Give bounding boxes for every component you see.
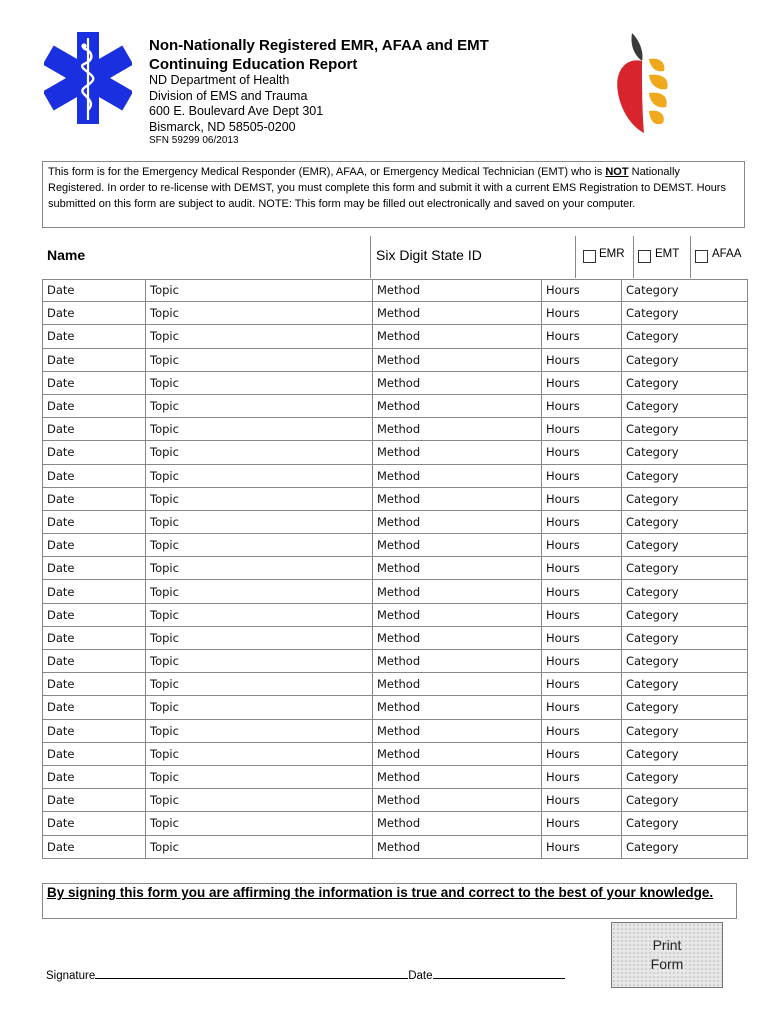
category-cell[interactable]: Category [622,464,748,487]
print-form-button[interactable]: Print Form [611,922,723,988]
category-cell[interactable]: Category [622,348,748,371]
signature-label: Signature [46,970,96,982]
signature-date-field[interactable] [433,966,565,979]
hours-cell[interactable]: Hours [542,441,622,464]
topic-cell[interactable]: Topic [146,835,373,858]
date-cell[interactable]: Date [43,626,146,649]
emt-checkbox[interactable] [638,250,651,263]
method-cell[interactable]: Method [373,789,542,812]
category-cell[interactable]: Category [622,603,748,626]
category-cell[interactable]: Category [622,394,748,417]
topic-cell[interactable]: Topic [146,348,373,371]
method-cell[interactable]: Method [373,719,542,742]
topic-cell[interactable]: Topic [146,626,373,649]
topic-cell[interactable]: Topic [146,742,373,765]
method-cell[interactable]: Method [373,603,542,626]
afaa-label: AFAA [712,248,742,260]
date-cell[interactable]: Date [43,464,146,487]
category-cell[interactable]: Category [622,302,748,325]
signature-field[interactable] [95,966,408,979]
category-cell[interactable]: Category [622,580,748,603]
category-cell[interactable]: Category [622,789,748,812]
topic-cell[interactable]: Topic [146,603,373,626]
method-cell[interactable]: Method [373,279,542,302]
topic-cell[interactable]: Topic [146,371,373,394]
hours-cell[interactable]: Hours [542,580,622,603]
date-cell[interactable]: Date [43,742,146,765]
date-cell[interactable]: Date [43,673,146,696]
category-cell[interactable]: Category [622,510,748,533]
table-row [43,789,748,812]
hours-cell[interactable]: Hours [542,789,622,812]
date-cell[interactable]: Date [43,371,146,394]
method-cell[interactable]: Method [373,580,542,603]
table-row [43,510,748,533]
date-cell[interactable]: Date [43,441,146,464]
star-of-life-logo [44,31,132,125]
date-cell[interactable]: Date [43,580,146,603]
table-row [43,557,748,580]
table-row [43,673,748,696]
method-cell[interactable]: Method [373,418,542,441]
agency-address: ND Department of Health Division of EMS and Trauma 600 E. Boulevard Ave Dept 301 Bismarck, ND 58505-0200 [149,73,324,134]
table-row [43,371,748,394]
category-cell[interactable]: Category [622,418,748,441]
date-cell[interactable]: Date [43,418,146,441]
topic-cell[interactable]: Topic [146,696,373,719]
table-row [43,742,748,765]
hours-cell[interactable]: Hours [542,279,622,302]
table-row [43,580,748,603]
method-cell[interactable]: Method [373,441,542,464]
hours-cell[interactable]: Hours [542,348,622,371]
hours-cell[interactable]: Hours [542,626,622,649]
instructions-box: This form is for the Emergency Medical Responder (EMR), AFAA, or Emergency Medical Technician (EMT) who is NOT Nationally Registered. In order to re-license with DEMST, you must complete this form and submit it with a current EMS Registration to DEMST. Hours submitted on this form are subject to audit. NOTE: This form may be filled out electronically and saved on your computer. [42,161,745,228]
table-row [43,302,748,325]
date-cell[interactable]: Date [43,696,146,719]
date-cell[interactable]: Date [43,650,146,673]
date-cell[interactable]: Date [43,603,146,626]
name-field-label[interactable]: Name [47,247,86,263]
topic-cell[interactable]: Topic [146,302,373,325]
table-row [43,812,748,835]
afaa-checkbox[interactable] [695,250,708,263]
hours-cell[interactable]: Hours [542,765,622,788]
date-cell[interactable]: Date [43,534,146,557]
method-cell[interactable]: Method [373,510,542,533]
hours-cell[interactable]: Hours [542,835,622,858]
topic-cell[interactable]: Topic [146,464,373,487]
hours-cell[interactable]: Hours [542,557,622,580]
table-row [43,835,748,858]
date-cell[interactable]: Date [43,789,146,812]
hours-cell[interactable]: Hours [542,534,622,557]
table-row [43,719,748,742]
category-cell[interactable]: Category [622,650,748,673]
category-cell[interactable]: Category [622,765,748,788]
table-row [43,534,748,557]
date-cell[interactable]: Date [43,279,146,302]
method-cell[interactable]: Method [373,348,542,371]
category-cell[interactable]: Category [622,279,748,302]
hours-cell[interactable]: Hours [542,696,622,719]
table-row [43,696,748,719]
topic-cell[interactable]: Topic [146,580,373,603]
date-cell[interactable]: Date [43,835,146,858]
method-cell[interactable]: Method [373,650,542,673]
hours-cell[interactable]: Hours [542,302,622,325]
hours-cell[interactable]: Hours [542,812,622,835]
hours-cell[interactable]: Hours [542,325,622,348]
topic-cell[interactable]: Topic [146,418,373,441]
not-emphasis: NOT [605,166,629,178]
date-cell[interactable]: Date [43,487,146,510]
topic-cell[interactable]: Topic [146,534,373,557]
topic-cell[interactable]: Topic [146,394,373,417]
method-cell[interactable]: Method [373,302,542,325]
method-cell[interactable]: Method [373,835,542,858]
hours-cell[interactable]: Hours [542,394,622,417]
category-cell[interactable]: Category [622,371,748,394]
table-row [43,418,748,441]
table-row [43,650,748,673]
affirmation-statement: By signing this form you are affirming the information is true and correct to the best of your knowledge. [42,883,737,919]
topic-cell[interactable]: Topic [146,510,373,533]
method-cell[interactable]: Method [373,812,542,835]
hours-cell[interactable]: Hours [542,510,622,533]
category-cell[interactable]: Category [622,487,748,510]
date-label: Date [408,970,433,982]
hours-cell[interactable]: Hours [542,371,622,394]
method-cell[interactable]: Method [373,534,542,557]
method-cell[interactable]: Method [373,487,542,510]
category-cell[interactable]: Category [622,742,748,765]
table-row [43,441,748,464]
emr-label: EMR [599,248,625,260]
method-cell[interactable]: Method [373,557,542,580]
topic-cell[interactable]: Topic [146,487,373,510]
hours-cell[interactable]: Hours [542,418,622,441]
method-cell[interactable]: Method [373,673,542,696]
date-cell[interactable]: Date [43,302,146,325]
table-row [43,325,748,348]
date-cell[interactable]: Date [43,510,146,533]
topic-cell[interactable]: Topic [146,279,373,302]
topic-cell[interactable]: Topic [146,441,373,464]
hours-cell[interactable]: Hours [542,673,622,696]
hours-cell[interactable]: Hours [542,719,622,742]
state-id-field-label[interactable]: Six Digit State ID [376,247,482,263]
date-cell[interactable]: Date [43,348,146,371]
method-cell[interactable]: Method [373,626,542,649]
category-cell[interactable]: Category [622,325,748,348]
method-cell[interactable]: Method [373,371,542,394]
hours-cell[interactable]: Hours [542,650,622,673]
apple-wheat-logo [612,31,676,135]
table-row [43,626,748,649]
topic-cell[interactable]: Topic [146,650,373,673]
topic-cell[interactable]: Topic [146,812,373,835]
date-cell[interactable]: Date [43,557,146,580]
hours-cell[interactable]: Hours [542,464,622,487]
emr-checkbox[interactable] [583,250,596,263]
topic-cell[interactable]: Topic [146,673,373,696]
category-cell[interactable]: Category [622,812,748,835]
method-cell[interactable]: Method [373,394,542,417]
hours-cell[interactable]: Hours [542,487,622,510]
method-cell[interactable]: Method [373,325,542,348]
table-row [43,765,748,788]
table-row [43,603,748,626]
date-cell[interactable]: Date [43,812,146,835]
date-cell[interactable]: Date [43,325,146,348]
category-cell[interactable]: Category [622,835,748,858]
form-number: SFN 59299 06/2013 [149,135,239,146]
category-cell[interactable]: Category [622,557,748,580]
topic-cell[interactable]: Topic [146,789,373,812]
table-row [43,279,748,302]
signature-line [46,966,565,982]
hours-cell[interactable]: Hours [542,603,622,626]
category-cell[interactable]: Category [622,441,748,464]
method-cell[interactable]: Method [373,696,542,719]
category-cell[interactable]: Category [622,719,748,742]
topic-cell[interactable]: Topic [146,557,373,580]
date-cell[interactable]: Date [43,394,146,417]
emt-label: EMT [655,248,680,260]
form-title: Non-Nationally Registered EMR, AFAA and EMT Continuing Education Report [149,37,489,73]
topic-cell[interactable]: Topic [146,719,373,742]
topic-cell[interactable]: Topic [146,765,373,788]
category-cell[interactable]: Category [622,673,748,696]
method-cell[interactable]: Method [373,742,542,765]
ce-entry-table [42,279,748,859]
topic-cell[interactable]: Topic [146,325,373,348]
category-cell[interactable]: Category [622,696,748,719]
category-cell[interactable]: Category [622,534,748,557]
date-cell[interactable]: Date [43,719,146,742]
table-row [43,394,748,417]
category-cell[interactable]: Category [622,626,748,649]
name-row [42,236,747,280]
table-row [43,348,748,371]
method-cell[interactable]: Method [373,464,542,487]
date-cell[interactable]: Date [43,765,146,788]
method-cell[interactable]: Method [373,765,542,788]
table-row [43,487,748,510]
table-row [43,464,748,487]
hours-cell[interactable]: Hours [542,742,622,765]
